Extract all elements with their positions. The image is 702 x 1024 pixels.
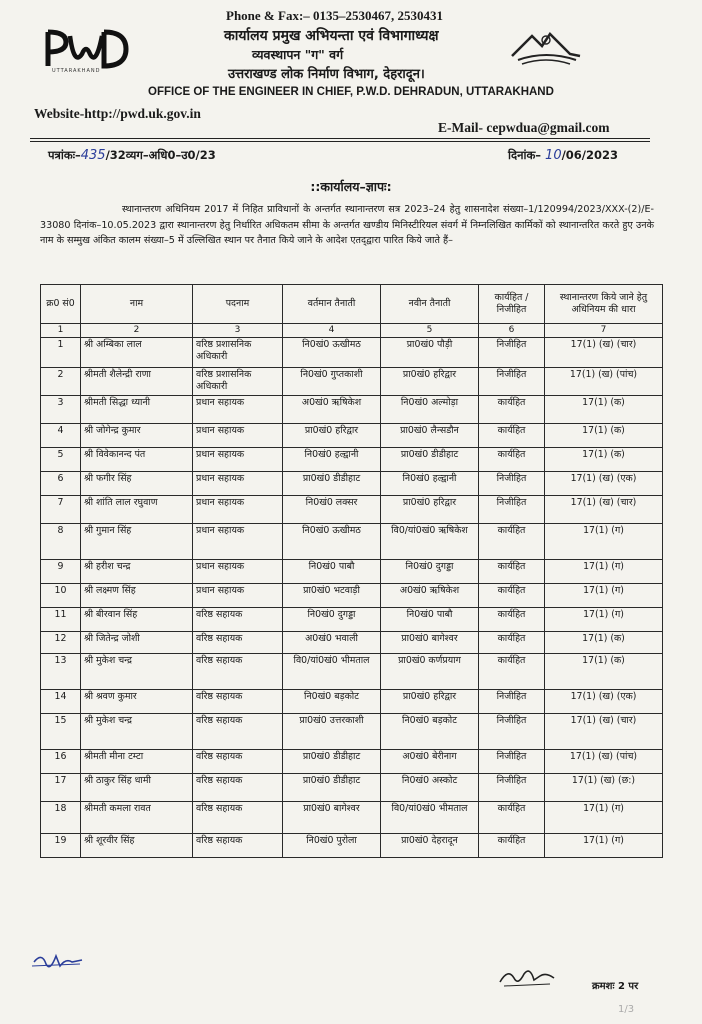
cell-interest-type: निजीहित bbox=[479, 472, 545, 496]
cell-new-posting: प्रा0खं0 हरिद्वार bbox=[381, 690, 479, 714]
document-title: ::कार्यालय–ज्ञापः: bbox=[310, 179, 392, 194]
header-divider-thin bbox=[30, 141, 650, 142]
cell-current-posting: प्रा0खं0 उत्तरकाशी bbox=[283, 714, 381, 750]
cell-sn: 7 bbox=[41, 496, 81, 524]
cell-interest-type: निजीहित bbox=[479, 714, 545, 750]
pwd-logo bbox=[40, 26, 130, 72]
cell-act-section: 17(1) (ग) bbox=[545, 584, 663, 608]
cell-post: वरिष्ठ सहायक bbox=[193, 834, 283, 858]
cell-name: श्री शांति लाल रघुवाण bbox=[81, 496, 193, 524]
table-row bbox=[41, 396, 663, 424]
cell-post: प्रधान सहायक bbox=[193, 472, 283, 496]
cell-post: वरिष्ठ सहायक bbox=[193, 654, 283, 690]
cell-sn: 15 bbox=[41, 714, 81, 750]
cell-current-posting: नि0खं0 ऊखीमठ bbox=[283, 524, 381, 560]
cell-new-posting: प्रा0खं0 देहरादून bbox=[381, 834, 479, 858]
table-row bbox=[41, 802, 663, 834]
cell-interest-type: निजीहित bbox=[479, 750, 545, 774]
cell-interest-type: कार्यहित bbox=[479, 396, 545, 424]
cell-post: वरिष्ठ सहायक bbox=[193, 608, 283, 632]
cell-name: श्री श्रवण कुमार bbox=[81, 690, 193, 714]
header-divider bbox=[30, 138, 650, 139]
cell-act-section: 17(1) (क) bbox=[545, 448, 663, 472]
header-current-posting: वर्तमान तैनाती bbox=[283, 285, 381, 324]
cell-interest-type: कार्यहित bbox=[479, 524, 545, 560]
header-sn: क्र0 सं0 bbox=[41, 285, 81, 324]
cell-sn: 2 bbox=[41, 368, 81, 396]
table-row bbox=[41, 774, 663, 802]
cell-post: प्रधान सहायक bbox=[193, 424, 283, 448]
col-number: 7 bbox=[545, 324, 663, 338]
table-row bbox=[41, 496, 663, 524]
cell-sn: 10 bbox=[41, 584, 81, 608]
cell-new-posting: प्रा0खं0 बागेश्वर bbox=[381, 632, 479, 654]
cell-current-posting: वि0/यां0खं0 भीमताल bbox=[283, 654, 381, 690]
cell-name: श्री मुकेश चन्द्र bbox=[81, 654, 193, 690]
office-name-english: OFFICE OF THE ENGINEER IN CHIEF, P.W.D. DEHRADUN, UTTARAKHAND bbox=[148, 86, 554, 98]
cell-post: प्रधान सहायक bbox=[193, 584, 283, 608]
col-number: 1 bbox=[41, 324, 81, 338]
cell-post: वरिष्ठ प्रशासनिक अधिकारी bbox=[193, 338, 283, 368]
cell-interest-type: निजीहित bbox=[479, 690, 545, 714]
cell-new-posting: नि0खं0 अल्मोड़ा bbox=[381, 396, 479, 424]
cell-sn: 14 bbox=[41, 690, 81, 714]
cell-post: प्रधान सहायक bbox=[193, 496, 283, 524]
cell-post: वरिष्ठ सहायक bbox=[193, 750, 283, 774]
cell-post: वरिष्ठ सहायक bbox=[193, 690, 283, 714]
reference-number bbox=[48, 148, 216, 163]
cell-post: प्रधान सहायक bbox=[193, 396, 283, 424]
cell-post: वरिष्ठ प्रशासनिक अधिकारी bbox=[193, 368, 283, 396]
dinank-rest: /06/2023 bbox=[561, 148, 619, 162]
cell-new-posting: अ0खं0 बेरीनाग bbox=[381, 750, 479, 774]
table-row bbox=[41, 524, 663, 560]
table-column-number-row bbox=[41, 324, 663, 338]
cell-current-posting: नि0खं0 पुरोला bbox=[283, 834, 381, 858]
cell-post: वरिष्ठ सहायक bbox=[193, 714, 283, 750]
table-row bbox=[41, 338, 663, 368]
cell-name: श्री मुकेश चन्द्र bbox=[81, 714, 193, 750]
cell-name: श्री फगीर सिंह bbox=[81, 472, 193, 496]
patrank-label: पत्रांकः– bbox=[48, 148, 81, 162]
col-number: 4 bbox=[283, 324, 381, 338]
table-row bbox=[41, 834, 663, 858]
col-number: 2 bbox=[81, 324, 193, 338]
cell-post: वरिष्ठ सहायक bbox=[193, 774, 283, 802]
cell-current-posting: प्रा0खं0 डीडीहाट bbox=[283, 774, 381, 802]
cell-act-section: 17(1) (ख) (एक) bbox=[545, 690, 663, 714]
cell-interest-type: निजीहित bbox=[479, 338, 545, 368]
header-post: पदनाम bbox=[193, 285, 283, 324]
table-row bbox=[41, 368, 663, 396]
table-row bbox=[41, 448, 663, 472]
table-row bbox=[41, 654, 663, 690]
header-interest-type: कार्यहित / निजीहित bbox=[479, 285, 545, 324]
cell-current-posting: नि0खं0 पाबौ bbox=[283, 560, 381, 584]
dinank-label: दिनांक– bbox=[508, 148, 542, 162]
cell-interest-type: कार्यहित bbox=[479, 424, 545, 448]
cell-interest-type: कार्यहित bbox=[479, 608, 545, 632]
cell-name: श्री लक्ष्मण सिंह bbox=[81, 584, 193, 608]
cell-current-posting: नि0खं0 ऊखीमठ bbox=[283, 338, 381, 368]
cell-sn: 19 bbox=[41, 834, 81, 858]
cell-name: श्री शूरवीर सिंह bbox=[81, 834, 193, 858]
table-row bbox=[41, 750, 663, 774]
dinank-handwritten-day: 10 bbox=[545, 148, 562, 163]
cell-sn: 1 bbox=[41, 338, 81, 368]
cell-name: श्रीमती मीना टम्टा bbox=[81, 750, 193, 774]
cell-act-section: 17(1) (क) bbox=[545, 424, 663, 448]
cell-act-section: 17(1) (ग) bbox=[545, 834, 663, 858]
cell-interest-type: निजीहित bbox=[479, 774, 545, 802]
cell-current-posting: प्रा0खं0 भटवाड़ी bbox=[283, 584, 381, 608]
uttarakhand-emblem-icon bbox=[510, 26, 582, 70]
cell-new-posting: नि0खं0 अस्कोट bbox=[381, 774, 479, 802]
header-name: नाम bbox=[81, 285, 193, 324]
patrank-handwritten-number: 435 bbox=[80, 148, 106, 163]
col-number: 6 bbox=[479, 324, 545, 338]
cell-interest-type: निजीहित bbox=[479, 496, 545, 524]
cell-act-section: 17(1) (ख) (चार) bbox=[545, 714, 663, 750]
cell-name: श्री ठाकुर सिंह धामी bbox=[81, 774, 193, 802]
cell-act-section: 17(1) (ग) bbox=[545, 524, 663, 560]
cell-act-section: 17(1) (क) bbox=[545, 654, 663, 690]
cell-interest-type: कार्यहित bbox=[479, 448, 545, 472]
col-number: 3 bbox=[193, 324, 283, 338]
cell-act-section: 17(1) (ख) (पांच) bbox=[545, 750, 663, 774]
cell-sn: 12 bbox=[41, 632, 81, 654]
website-link[interactable]: Website-http://pwd.uk.gov.in bbox=[34, 106, 201, 121]
cell-sn: 9 bbox=[41, 560, 81, 584]
cell-interest-type: कार्यहित bbox=[479, 834, 545, 858]
cell-act-section: 17(1) (क) bbox=[545, 396, 663, 424]
cell-sn: 18 bbox=[41, 802, 81, 834]
table-header-row bbox=[41, 285, 663, 324]
cell-current-posting: अ0खं0 ऋषिकेश bbox=[283, 396, 381, 424]
cell-post: वरिष्ठ सहायक bbox=[193, 802, 283, 834]
cell-name: श्री अम्बिका लाल bbox=[81, 338, 193, 368]
cell-act-section: 17(1) (क) bbox=[545, 632, 663, 654]
cell-act-section: 17(1) (ग) bbox=[545, 608, 663, 632]
initials-signature bbox=[30, 948, 86, 972]
cell-new-posting: प्रा0खं0 डीडीहाट bbox=[381, 448, 479, 472]
cell-current-posting: प्रा0खं0 हरिद्वार bbox=[283, 424, 381, 448]
table-row bbox=[41, 584, 663, 608]
cell-new-posting: प्रा0खं0 पौड़ी bbox=[381, 338, 479, 368]
cell-name: श्री बीरवान सिंह bbox=[81, 608, 193, 632]
cell-new-posting: अ0खं0 ऋषिकेश bbox=[381, 584, 479, 608]
header-act-section: स्थानान्तरण किये जाने हेतु अधिनियम की धारा bbox=[545, 285, 663, 324]
document-date bbox=[508, 148, 618, 163]
cell-act-section: 17(1) (ख) (छ:) bbox=[545, 774, 663, 802]
office-name-hindi-3: उत्तराखण्ड लोक निर्माण विभाग, देहरादून। bbox=[228, 67, 425, 82]
cell-new-posting: नि0खं0 पाबौ bbox=[381, 608, 479, 632]
table-row bbox=[41, 608, 663, 632]
cell-act-section: 17(1) (ग) bbox=[545, 560, 663, 584]
table-row bbox=[41, 690, 663, 714]
cell-new-posting: प्रा0खं0 कर्णप्रयाग bbox=[381, 654, 479, 690]
cell-act-section: 17(1) (ग) bbox=[545, 802, 663, 834]
cell-post: प्रधान सहायक bbox=[193, 524, 283, 560]
cell-interest-type: कार्यहित bbox=[479, 654, 545, 690]
officer-signature bbox=[494, 964, 558, 992]
cell-sn: 6 bbox=[41, 472, 81, 496]
page-number: 1/3 bbox=[618, 1004, 635, 1015]
continued-note: क्रमशः 2 पर bbox=[592, 981, 639, 992]
cell-new-posting: प्रा0खं0 हरिद्वार bbox=[381, 368, 479, 396]
cell-act-section: 17(1) (ख) (चार) bbox=[545, 496, 663, 524]
phone-fax: Phone & Fax:– 0135–2530467, 2530431 bbox=[226, 8, 444, 23]
cell-current-posting: प्रा0खं0 डीडीहाट bbox=[283, 750, 381, 774]
cell-interest-type: निजीहित bbox=[479, 368, 545, 396]
cell-act-section: 17(1) (ख) (पांच) bbox=[545, 368, 663, 396]
patrank-rest: /32व्यग–अधि0–उ0/23 bbox=[105, 148, 216, 162]
cell-current-posting: नि0खं0 बड़कोट bbox=[283, 690, 381, 714]
cell-new-posting: वि0/यां0खं0 ऋषिकेश bbox=[381, 524, 479, 560]
cell-interest-type: कार्यहित bbox=[479, 632, 545, 654]
cell-new-posting: प्रा0खं0 लैन्सडौन bbox=[381, 424, 479, 448]
office-name-hindi-1: कार्यालय प्रमुख अभियन्ता एवं विभागाध्यक्ष bbox=[224, 28, 439, 44]
cell-current-posting: नि0खं0 गुप्तकाशी bbox=[283, 368, 381, 396]
logo-subtext: UTTARAKHAND bbox=[52, 68, 101, 74]
cell-sn: 4 bbox=[41, 424, 81, 448]
cell-current-posting: प्रा0खं0 डीडीहाट bbox=[283, 472, 381, 496]
table-body bbox=[41, 338, 663, 858]
cell-current-posting: नि0खं0 हल्द्वानी bbox=[283, 448, 381, 472]
cell-new-posting: वि0/यां0खं0 भीमताल bbox=[381, 802, 479, 834]
table-row bbox=[41, 632, 663, 654]
cell-current-posting: नि0खं0 लक्सर bbox=[283, 496, 381, 524]
col-number: 5 bbox=[381, 324, 479, 338]
cell-post: वरिष्ठ सहायक bbox=[193, 632, 283, 654]
cell-interest-type: कार्यहित bbox=[479, 584, 545, 608]
cell-post: प्रधान सहायक bbox=[193, 448, 283, 472]
cell-name: श्रीमती शैलेन्द्री राणा bbox=[81, 368, 193, 396]
cell-sn: 5 bbox=[41, 448, 81, 472]
cell-sn: 13 bbox=[41, 654, 81, 690]
table-row bbox=[41, 472, 663, 496]
cell-post: प्रधान सहायक bbox=[193, 560, 283, 584]
cell-new-posting: नि0खं0 हल्द्वानी bbox=[381, 472, 479, 496]
intro-paragraph: स्थानान्तरण अधिनियम 2017 में निहित प्राविधानों के अन्तर्गत स्थानान्तरण सत्र 2023–24 हेतु शासनादेश संख्या–1/120994/2023/XXX-(2)/E-33080 दिनांक–10.05.2023 द्वारा स्थानान्तरण हेतु निर्धारित अधिकतम सीमा के अन्तर्गत खण्डीय मिनिस्टीरियल संवर्ग में निम्नलिखित कार्मिकों को स्थानान्तरित करते हुए उनके नाम के सम्मुख अंकित कालम संख्या–5 में उल्लिखित स्थान पर तैनात किये जाने के आदेश एतद्‌द्वारा पारित किये जाते हैं– bbox=[40, 204, 654, 246]
cell-sn: 16 bbox=[41, 750, 81, 774]
cell-new-posting: नि0खं0 दुगड्डा bbox=[381, 560, 479, 584]
cell-current-posting: अ0खं0 भवाली bbox=[283, 632, 381, 654]
cell-interest-type: कार्यहित bbox=[479, 802, 545, 834]
cell-sn: 11 bbox=[41, 608, 81, 632]
cell-sn: 8 bbox=[41, 524, 81, 560]
cell-new-posting: नि0खं0 बड़कोट bbox=[381, 714, 479, 750]
cell-name: श्री जितेन्द्र जोशी bbox=[81, 632, 193, 654]
cell-current-posting: प्रा0खं0 बागेश्वर bbox=[283, 802, 381, 834]
table-row bbox=[41, 560, 663, 584]
transfer-table bbox=[40, 284, 663, 858]
cell-name: श्रीमती सिद्धा ध्यानी bbox=[81, 396, 193, 424]
cell-current-posting: नि0खं0 दुगड्डा bbox=[283, 608, 381, 632]
header-new-posting: नवीन तैनाती bbox=[381, 285, 479, 324]
cell-name: श्री जोगेन्द्र कुमार bbox=[81, 424, 193, 448]
cell-interest-type: कार्यहित bbox=[479, 560, 545, 584]
cell-name: श्रीमती कमला रावत bbox=[81, 802, 193, 834]
table-row bbox=[41, 424, 663, 448]
email-link[interactable]: E-Mail- cepwdua@gmail.com bbox=[438, 120, 610, 135]
cell-sn: 17 bbox=[41, 774, 81, 802]
table-row bbox=[41, 714, 663, 750]
cell-name: श्री गुमान सिंह bbox=[81, 524, 193, 560]
office-name-hindi-2: व्यवस्थापन "ग" वर्ग bbox=[252, 47, 344, 62]
cell-name: श्री हरीश चन्द्र bbox=[81, 560, 193, 584]
cell-new-posting: प्रा0खं0 हरिद्वार bbox=[381, 496, 479, 524]
cell-act-section: 17(1) (ख) (एक) bbox=[545, 472, 663, 496]
cell-sn: 3 bbox=[41, 396, 81, 424]
cell-act-section: 17(1) (ख) (चार) bbox=[545, 338, 663, 368]
cell-name: श्री विवेकानन्द पंत bbox=[81, 448, 193, 472]
